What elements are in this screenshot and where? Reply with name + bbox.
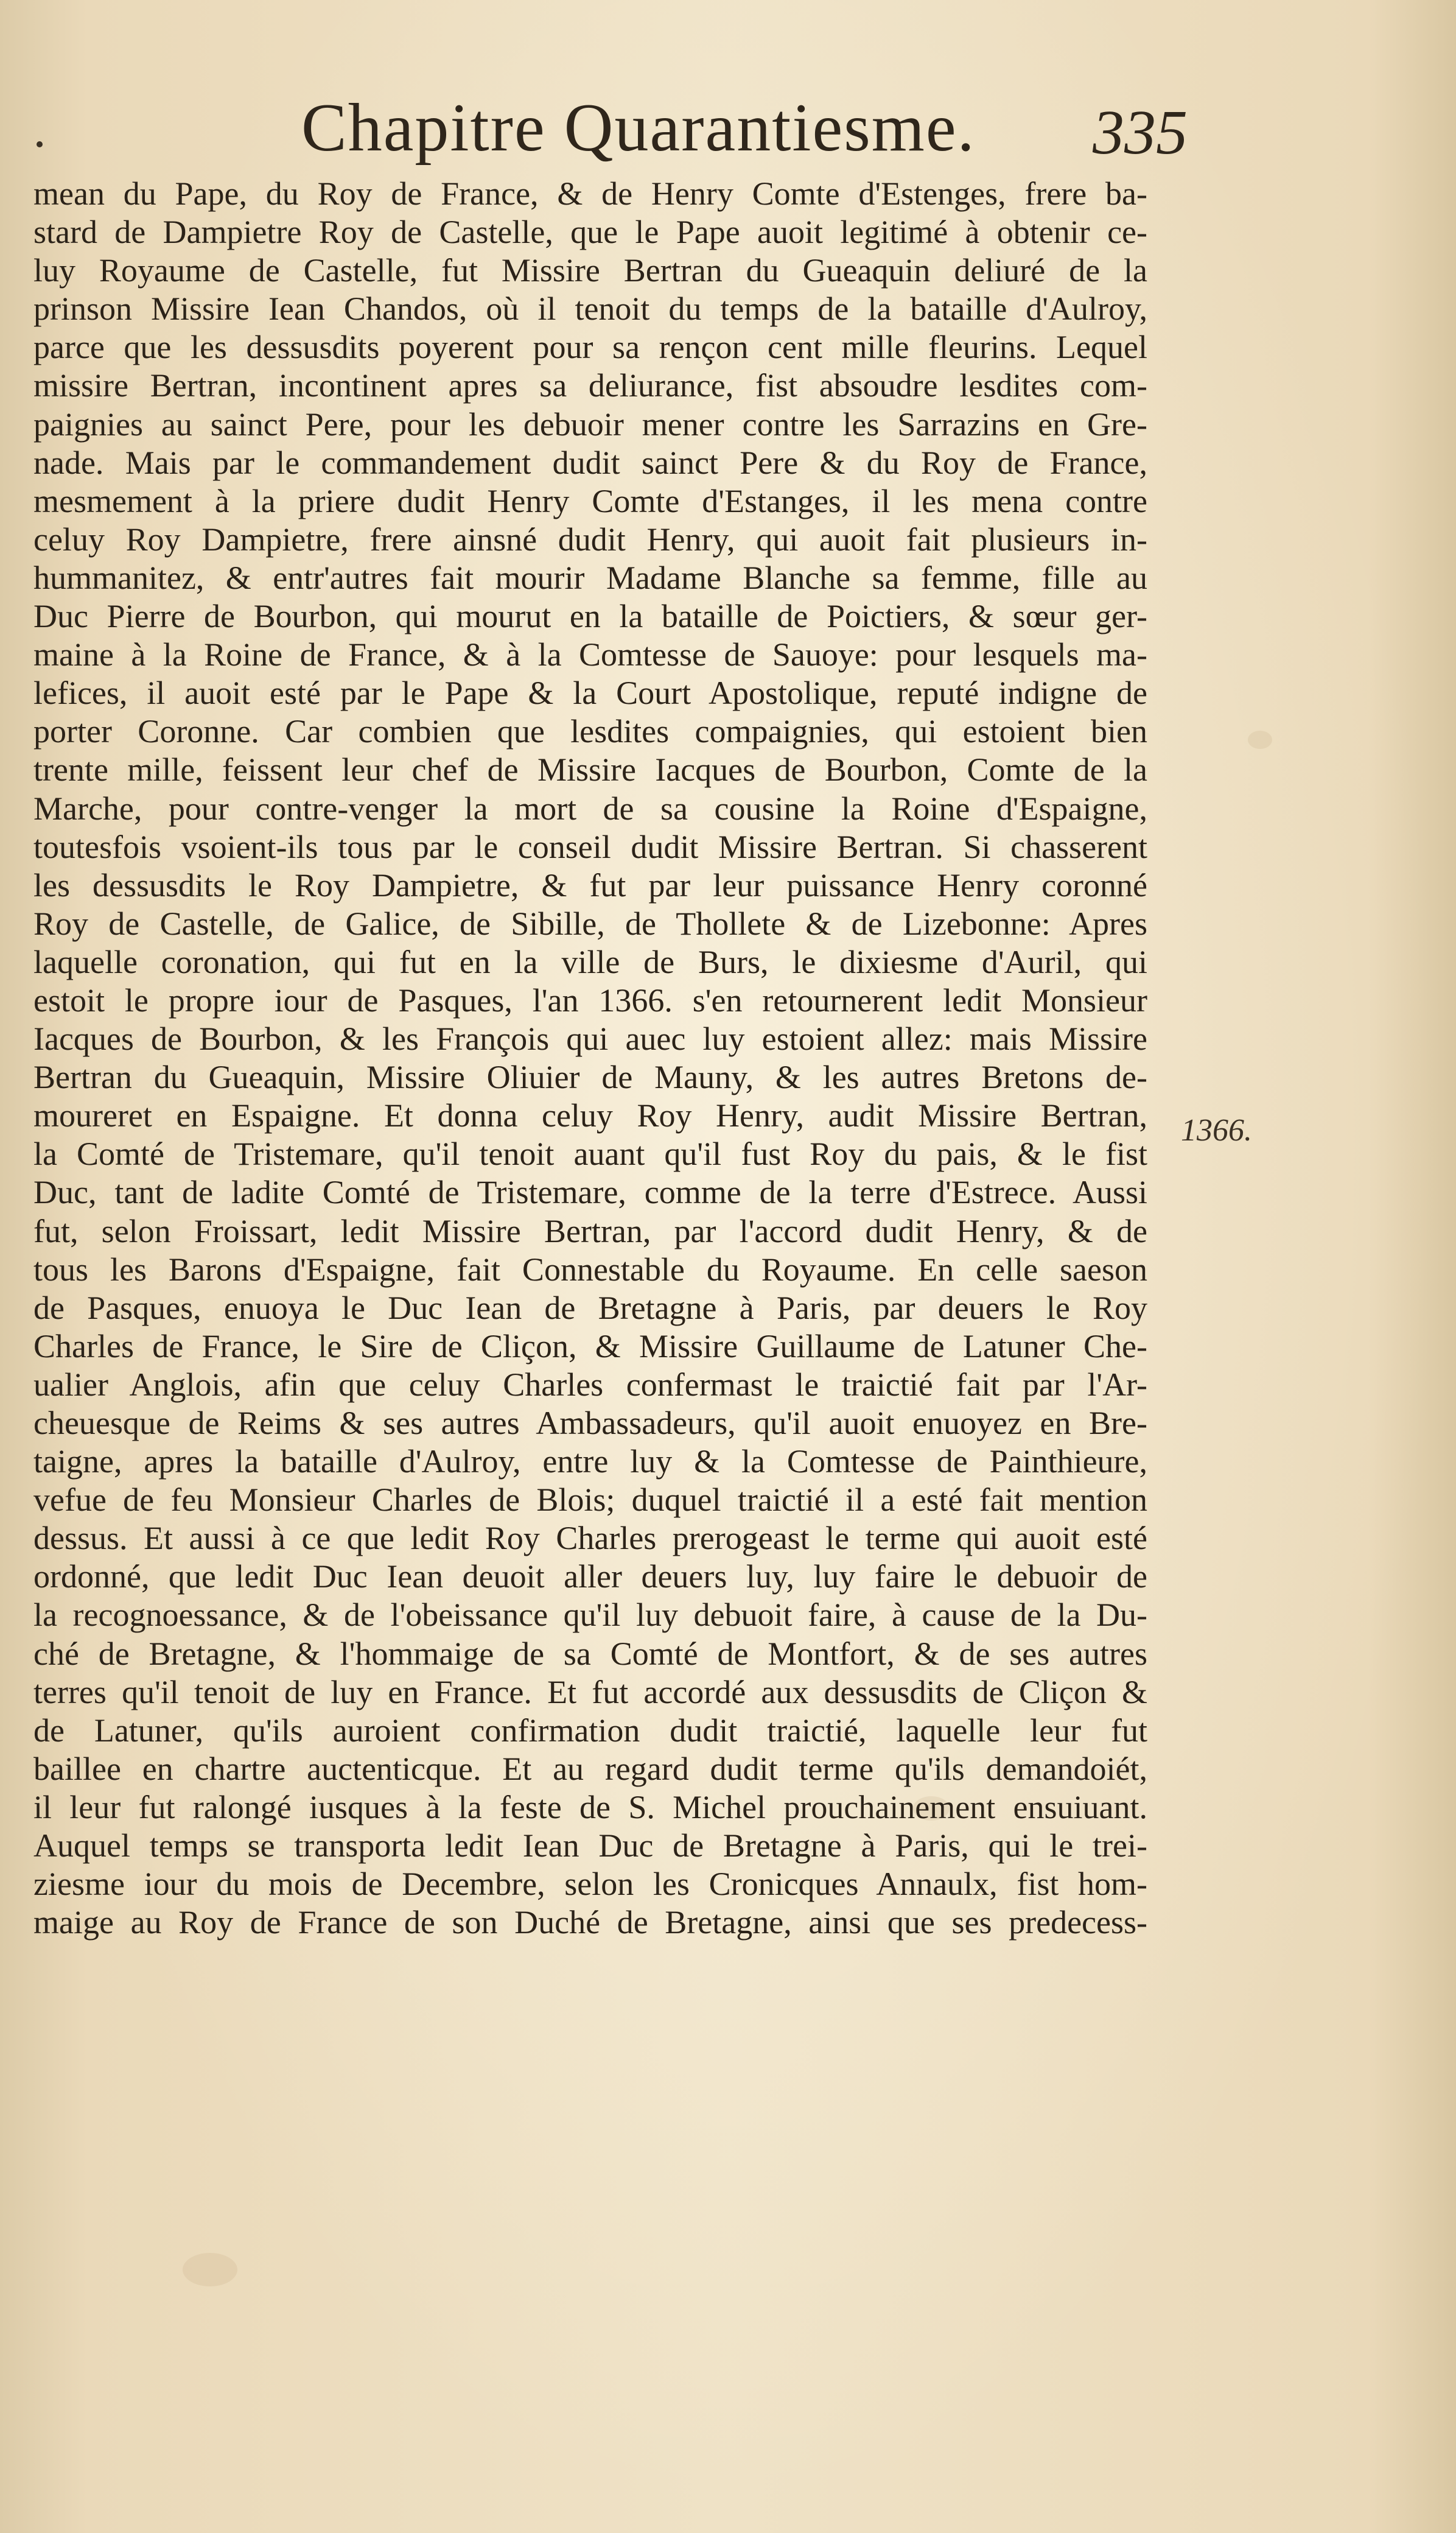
text-line: parce que les dessusdits poyerent pour sa rençon cent mille fleurins. Lequel <box>33 329 1147 366</box>
text-line: luy Royaume de Castelle, fut Missire Bertran du Gueaquin deliuré de la <box>33 252 1147 289</box>
running-title: Chapitre Quarantiesme. <box>301 90 976 166</box>
text-line: de Pasques, enuoya le Duc Iean de Bretagne à Paris, par deuers le Roy <box>33 1289 1147 1326</box>
body-text <box>33 175 1147 1942</box>
text-line: la recognoessance, & de l'obeissance qu'il luy debuoit faire, à cause de la Du- <box>33 1597 1147 1634</box>
text-line: ualier Anglois, afin que celuy Charles confermast le traictié fait par l'Ar- <box>33 1366 1147 1403</box>
text-line: la Comté de Tristemare, qu'il tenoit auant qu'il fust Roy du pais, & le fist <box>33 1136 1147 1173</box>
text-line: mesmement à la priere dudit Henry Comte d'Estanges, il les mena contre <box>33 482 1147 519</box>
text-line: ché de Bretagne, & l'hommaige de sa Comté de Montfort, & de ses autres <box>33 1635 1147 1672</box>
page-number: 335 <box>1093 97 1188 167</box>
text-line: missire Bertran, incontinent apres sa deliurance, fist absoudre lesdites com- <box>33 367 1147 404</box>
text-line: moureret en Espaigne. Et donna celuy Roy Henry, audit Missire Bertran, <box>33 1097 1147 1134</box>
text-line: Duc Pierre de Bourbon, qui mourut en la bataille de Poictiers, & sœur ger- <box>33 598 1147 635</box>
text-line: il leur fut ralongé iusques à la feste de S. Michel prouchainement ensuiuant. <box>33 1788 1147 1825</box>
text-line: stard de Dampietre Roy de Castelle, que le Pape auoit legitimé à obtenir ce- <box>33 214 1147 251</box>
text-line: Iacques de Bourbon, & les François qui auec luy estoient allez: mais Missire <box>33 1021 1147 1058</box>
text-line: lefices, il auoit esté par le Pape & la Court Apostolique, reputé indigne de <box>33 675 1147 712</box>
margin-note-year: 1366. <box>1181 1113 1252 1148</box>
text-line: toutesfois vsoient-ils tous par le conseil dudit Missire Bertran. Si chasserent <box>33 828 1147 865</box>
text-line: Marche, pour contre-venger la mort de sa cousine la Roine d'Espaigne, <box>33 790 1147 827</box>
text-line: maine à la Roine de France, & à la Comtesse de Sauoye: pour lesquels ma- <box>33 636 1147 673</box>
text-line: Charles de France, le Sire de Cliçon, & Missire Guillaume de Latuner Che- <box>33 1327 1147 1365</box>
text-line: vefue de feu Monsieur Charles de Blois; duquel traictié il a esté fait mention <box>33 1481 1147 1519</box>
text-line: ziesme iour du mois de Decembre, selon les Cronicques Annaulx, fist hom- <box>33 1866 1147 1903</box>
text-line: hummanitez, & entr'autres fait mourir Madame Blanche sa femme, fille au <box>33 559 1147 596</box>
text-line: dessus. Et aussi à ce que ledit Roy Charles prerogeast le terme qui auoit esté <box>33 1520 1147 1557</box>
text-line: paignies au sainct Pere, pour les debuoir mener contre les Sarrazins en Gre- <box>33 406 1147 443</box>
text-line: prinson Missire Iean Chandos, où il tenoit du temps de la bataille d'Aulroy, <box>33 290 1147 328</box>
text-line: fut, selon Froissart, ledit Missire Bertran, par l'accord dudit Henry, & de <box>33 1212 1147 1249</box>
text-line: mean du Pape, du Roy de France, & de Henry Comte d'Estenges, frere ba- <box>33 175 1147 212</box>
text-line: Duc, tant de ladite Comté de Tristemare, comme de la terre d'Estrece. Aussi <box>33 1174 1147 1211</box>
text-line: terres qu'il tenoit de luy en France. Et fut accordé aux dessusdits de Cliçon & <box>33 1673 1147 1710</box>
text-line: les dessusdits le Roy Dampietre, & fut par leur puissance Henry coronné <box>33 866 1147 904</box>
text-line: laquelle coronation, qui fut en la ville de Burs, le dixiesme d'Auril, qui <box>33 943 1147 980</box>
text-line: trente mille, feissent leur chef de Missire Iacques de Bourbon, Comte de la <box>33 751 1147 789</box>
text-line: Bertran du Gueaquin, Missire Oliuier de Mauny, & les autres Bretons de- <box>33 1059 1147 1096</box>
paper-stain <box>1248 731 1272 749</box>
text-line: tous les Barons d'Espaigne, fait Connestable du Royaume. En celle saeson <box>33 1251 1147 1288</box>
paper-stain <box>183 2253 237 2286</box>
text-line: taigne, apres la bataille d'Aulroy, entre luy & la Comtesse de Painthieure, <box>33 1443 1147 1480</box>
text-line: ordonné, que ledit Duc Iean deuoit aller deuers luy, luy faire le debuoir de <box>33 1558 1147 1595</box>
text-line: baillee en chartre auctenticque. Et au regard dudit terme qu'ils demandoiét, <box>33 1750 1147 1787</box>
text-line: Auquel temps se transporta ledit Iean Duc de Bretagne à Paris, qui le trei- <box>33 1827 1147 1864</box>
text-line: porter Coronne. Car combien que lesdites compaignies, qui estoient bien <box>33 713 1147 750</box>
text-line: estoit le propre iour de Pasques, l'an 1366. s'en retournerent ledit Monsieur <box>33 982 1147 1019</box>
text-line: nade. Mais par le commandement dudit sainct Pere & du Roy de France, <box>33 444 1147 481</box>
text-line: de Latuner, qu'ils auroient confirmation dudit traictié, laquelle leur fut <box>33 1712 1147 1749</box>
text-line: celuy Roy Dampietre, frere ainsné dudit Henry, qui auoit fait plusieurs in- <box>33 521 1147 558</box>
running-head <box>0 82 1456 174</box>
text-line: Roy de Castelle, de Galice, de Sibille, de Thollete & de Lizebonne: Apres <box>33 905 1147 942</box>
text-line: maige au Roy de France de son Duché de Bretagne, ainsi que ses predecess- <box>33 1904 1147 1941</box>
text-line: cheuesque de Reims & ses autres Ambassadeurs, qu'il auoit enuoyez en Bre- <box>33 1405 1147 1441</box>
